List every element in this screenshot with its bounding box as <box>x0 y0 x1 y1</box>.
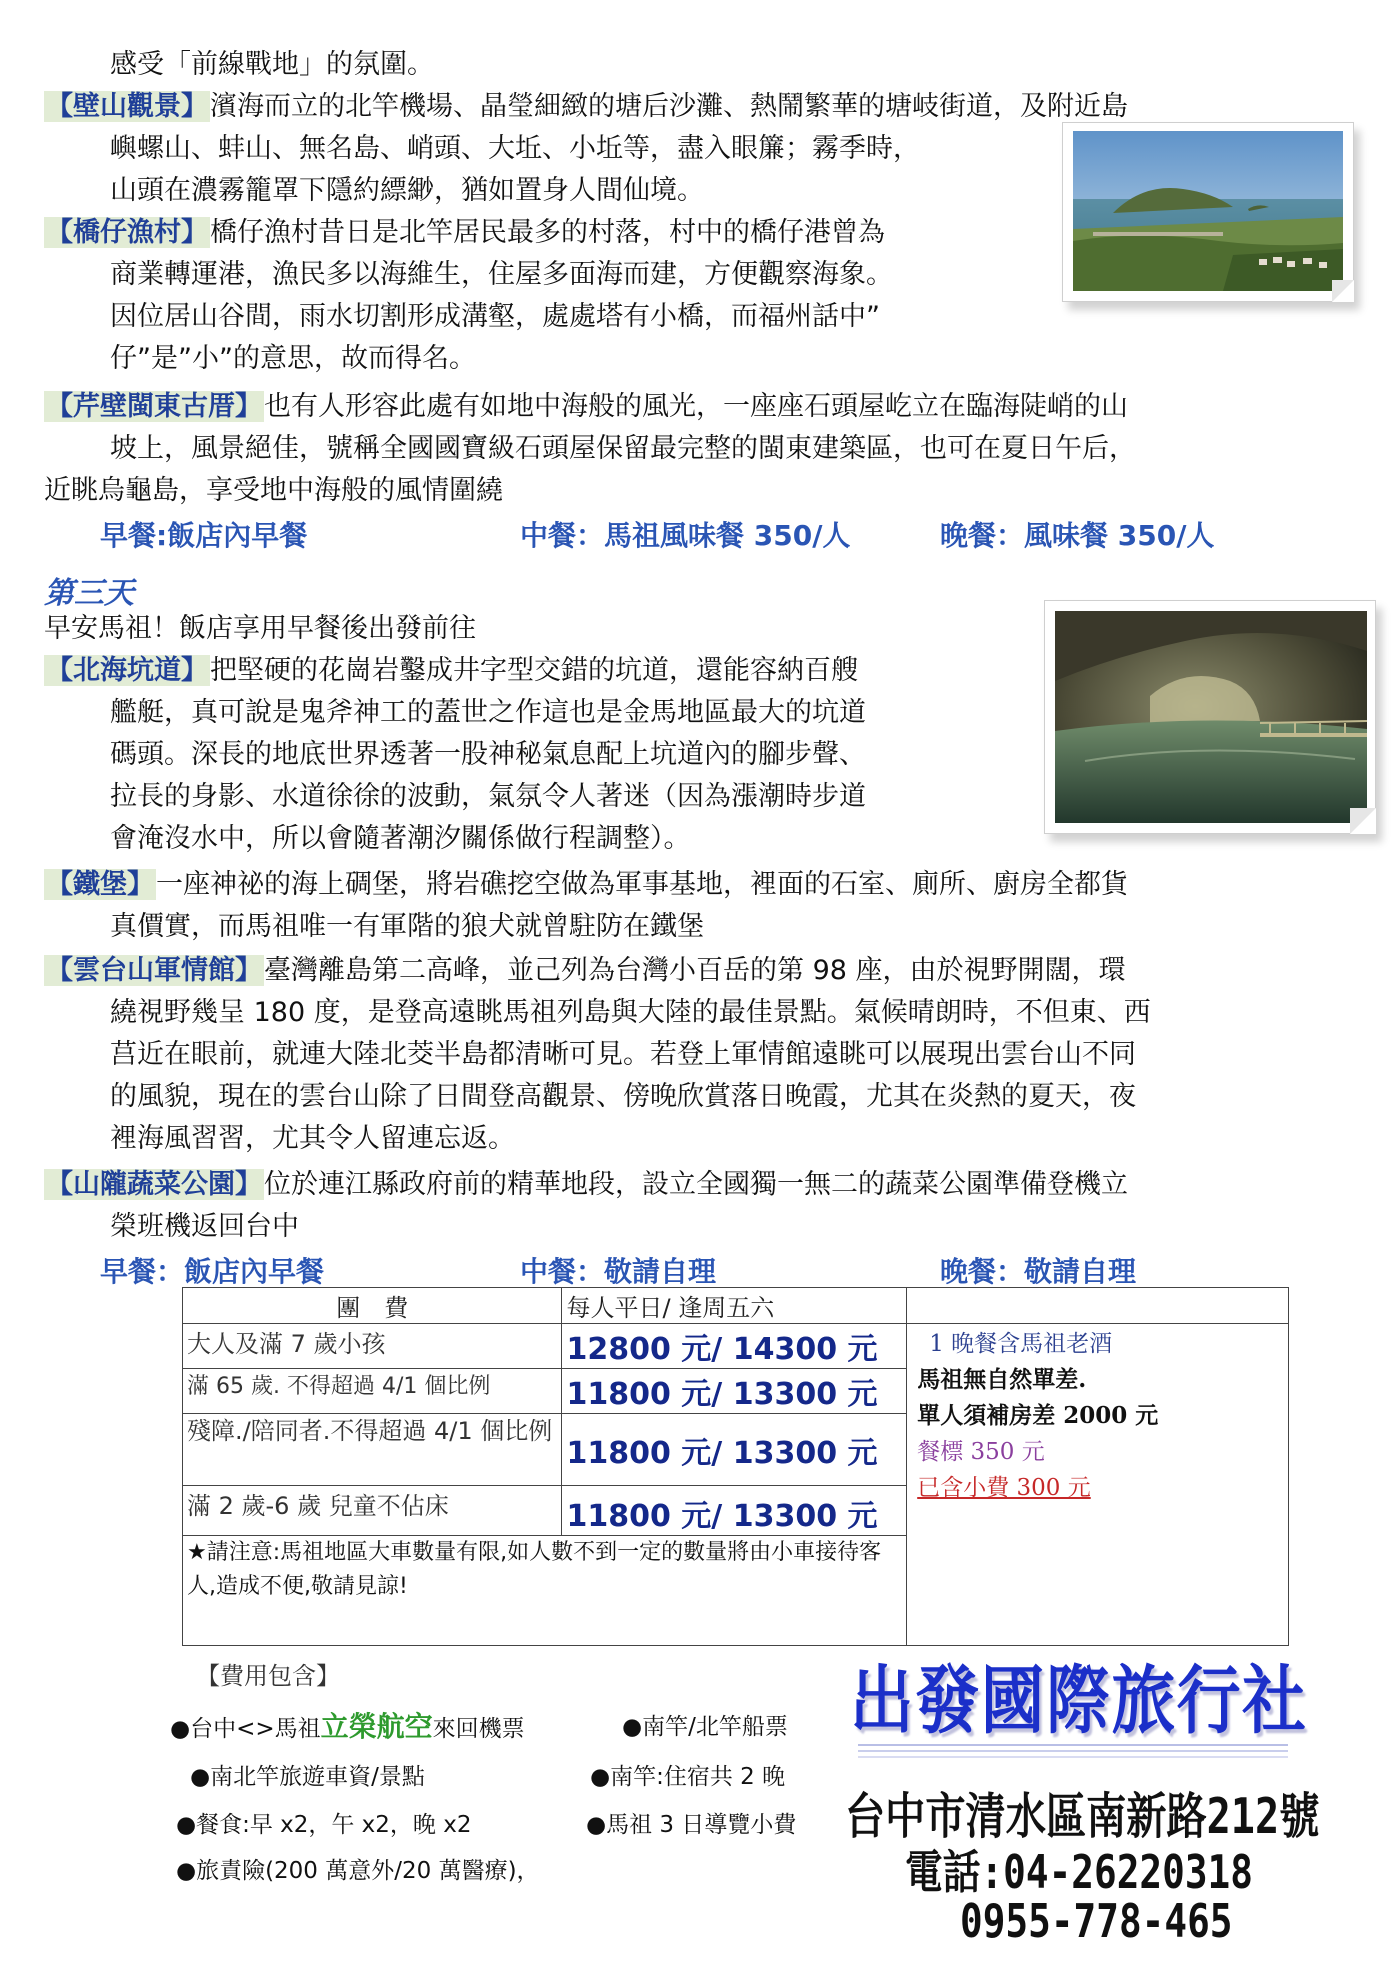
company-address: 台中市清水區南新路212號 <box>845 1788 1320 1845</box>
spot-yuntai <box>44 950 1126 992</box>
spot-text-line: 艦艇，真可說是鬼斧神工的蓋世之作這也是金馬地區最大的坑道 <box>110 697 866 728</box>
page-curl <box>1332 280 1354 302</box>
fee-side-notes <box>907 1324 1289 1646</box>
spot-text-line: 碼頭。深長的地底世界透著一股神秘氣息配上坑道內的腳步聲、 <box>110 739 866 770</box>
include-meals: ●餐食:早 x2，午 x2，晚 x2 <box>176 1812 472 1838</box>
fee-header-label: 團 費 <box>183 1288 562 1324</box>
day2-intro: 感受「前線戰地」的氛圍。 <box>110 49 434 80</box>
spot-tag: 【芹壁閩東古厝】 <box>46 391 262 422</box>
include-insurance: ●旅責險(200 萬意外/20 萬醫療)， <box>176 1858 540 1884</box>
side-note-tip: 已含小費 300 元 <box>917 1475 1091 1501</box>
fee-row-price: 11800 元/ 13300 元 <box>562 1369 907 1414</box>
fee-header-side <box>907 1288 1289 1324</box>
include-tips: ●馬祖 3 日導覽小費 <box>586 1812 797 1838</box>
tunnel-scene-image <box>1055 611 1367 823</box>
fee-row-label: 滿 2 歲-6 歲 兒童不佔床 <box>183 1486 562 1536</box>
include-flight-prefix: ●台中<>馬祖 <box>170 1716 321 1742</box>
meal-lunch: 中餐：敬請自理 <box>520 1255 717 1288</box>
fee-header-price: 每人平日/ 逢周五六 <box>562 1288 907 1324</box>
include-hotel: ●南竿:住宿共 2 晚 <box>590 1764 786 1790</box>
spot-iron-fort <box>44 864 1128 906</box>
fee-row-price: 11800 元/ 13300 元 <box>562 1486 907 1536</box>
side-note-room: 單人須補房差 2000 元 <box>917 1402 1159 1429</box>
fee-row-price: 11800 元/ 13300 元 <box>562 1414 907 1486</box>
side-note-wine: 1 晚餐含馬祖老酒 <box>929 1331 1113 1357</box>
spot-text-line: 嶼螺山、蚌山、無名島、峭頭、大坵、小坵等，盡入眼簾；霧季時， <box>110 133 920 164</box>
page-curl <box>1350 808 1376 834</box>
meal-dinner: 晚餐：敬請自理 <box>940 1255 1137 1288</box>
spot-tag: 【山隴蔬菜公園】 <box>46 1169 262 1200</box>
include-bus: ●南北竿旅遊車資/景點 <box>190 1764 425 1790</box>
coast-photo <box>1062 122 1354 302</box>
day3-intro: 早安馬祖！飯店享用早餐後出發前往 <box>44 613 476 644</box>
spot-text: 把堅硬的花崗岩鑿成井字型交錯的坑道，還能容納百艘 <box>210 655 858 686</box>
spot-qinbi <box>44 386 1128 428</box>
meal-lunch: 中餐：馬祖風味餐 350/人 <box>520 519 851 552</box>
spot-text-line: 坡上，風景絕佳，號稱全國國寶級石頭屋保留最完整的閩東建築區，也可在夏日午后， <box>110 433 1136 464</box>
spot-tag: 【北海坑道】 <box>46 655 208 686</box>
spot-qiaozai <box>44 212 885 254</box>
spot-text: 一座神祕的海上碉堡，將岩礁挖空做為軍事基地，裡面的石室、廁所、廚房全都貨 <box>156 869 1128 900</box>
meal-breakfast: 早餐:飯店內早餐 <box>100 519 308 552</box>
logo-reflection <box>858 1740 1288 1764</box>
spot-text-line: 商業轉運港，漁民多以海維生，住屋多面海而建，方便觀察海象。 <box>110 259 893 290</box>
includes-title: 【費用包含】 <box>196 1662 340 1690</box>
spot-bishan <box>44 86 1128 128</box>
spot-text: 也有人形容此處有如地中海般的風光，一座座石頭屋屹立在臨海陡峭的山 <box>264 391 1128 422</box>
fee-row-label: 大人及滿 7 歲小孩 <box>183 1324 562 1369</box>
fee-note: ★請注意:馬祖地區大車數量有限,如人數不到一定的數量將由小車接待客人,造成不便,敬請見諒! <box>183 1536 907 1646</box>
fee-row-label: 殘障./陪同者.不得超過 4/1 個比例 <box>183 1414 562 1486</box>
include-flight-suffix: 來回機票 <box>432 1716 525 1742</box>
company-phone: 電話:04-26220318 <box>905 1845 1253 1899</box>
spot-beihai <box>44 650 858 692</box>
fee-table <box>182 1287 1289 1646</box>
spot-shanlong <box>44 1164 1128 1206</box>
side-note-meal: 餐標 350 元 <box>917 1439 1045 1465</box>
meal-dinner: 晚餐：風味餐 350/人 <box>940 519 1215 552</box>
spot-text-line: 會淹沒水中，所以會隨著潮汐關係做行程調整）。 <box>110 823 691 854</box>
spot-text-line: 莒近在眼前，就連大陸北茭半島都清晰可見。若登上軍情館遠眺可以展現出雲台山不同 <box>110 1039 1136 1070</box>
meal-breakfast: 早餐：飯店內早餐 <box>100 1255 325 1288</box>
spot-text: 臺灣離島第二高峰，並己列為台灣小百岳的第 98 座，由於視野開闊，環 <box>264 955 1126 986</box>
spot-text: 橋仔漁村昔日是北竿居民最多的村落，村中的橋仔港曾為 <box>210 217 885 248</box>
fee-row-price: 12800 元/ 14300 元 <box>562 1324 907 1369</box>
spot-tag: 【雲台山軍情館】 <box>46 955 262 986</box>
spot-tag: 【壁山觀景】 <box>46 91 208 122</box>
spot-text-line: 山頭在濃霧籠罩下隱約縹緲，猶如置身人間仙境。 <box>110 175 704 206</box>
fee-row-label: 滿 65 歲. 不得超過 4/1 個比例 <box>183 1369 562 1414</box>
coast-scene-image <box>1073 131 1343 291</box>
spot-text: 濱海而立的北竿機場、晶瑩細緻的塘后沙灘、熱鬧繁華的塘岐街道，及附近島 <box>210 91 1128 122</box>
spot-text-line: 仔”是”小”的意思，故而得名。 <box>110 343 476 374</box>
spot-text-line: 近眺烏龜島，享受地中海般的風情圍繞 <box>44 475 503 506</box>
day3-title: 第三天 <box>44 576 134 611</box>
include-ferry: ●南竿/北竿船票 <box>622 1714 788 1740</box>
spot-tag: 【鐵堡】 <box>46 869 154 900</box>
spot-text-line: 因位居山谷間，雨水切割形成溝壑，處處塔有小橋，而福州話中” <box>110 301 880 332</box>
spot-text-line: 裡海風習習，尤其令人留連忘返。 <box>110 1123 515 1154</box>
spot-text-line: 繞視野幾呈 180 度，是登高遠眺馬祖列島與大陸的最佳景點。氣候晴朗時，不但東、西 <box>110 997 1151 1028</box>
tunnel-photo <box>1044 600 1376 834</box>
spot-text-line: 拉長的身影、水道徐徐的波動，氣氛令人著迷（因為漲潮時步道 <box>110 781 866 812</box>
spot-text: 位於連江縣政府前的精華地段，設立全國獨一無二的蔬菜公園準備登機立 <box>264 1169 1128 1200</box>
company-mobile: 0955-778-465 <box>960 1894 1233 1948</box>
include-flight <box>170 1705 525 1745</box>
spot-text-line: 真價實，而馬祖唯一有軍階的狼犬就曾駐防在鐵堡 <box>110 911 704 942</box>
company-logo: 出發國際旅行社 <box>850 1658 1308 1744</box>
spot-text-line: 榮班機返回台中 <box>110 1211 299 1242</box>
airline-name: 立榮航空 <box>320 1710 433 1743</box>
side-note-single: 馬祖無自然單差. <box>917 1366 1087 1393</box>
spot-tag: 【橋仔漁村】 <box>46 217 208 248</box>
spot-text-line: 的風貌，現在的雲台山除了日間登高觀景、傍晚欣賞落日晚霞，尤其在炎熱的夏天，夜 <box>110 1081 1136 1112</box>
